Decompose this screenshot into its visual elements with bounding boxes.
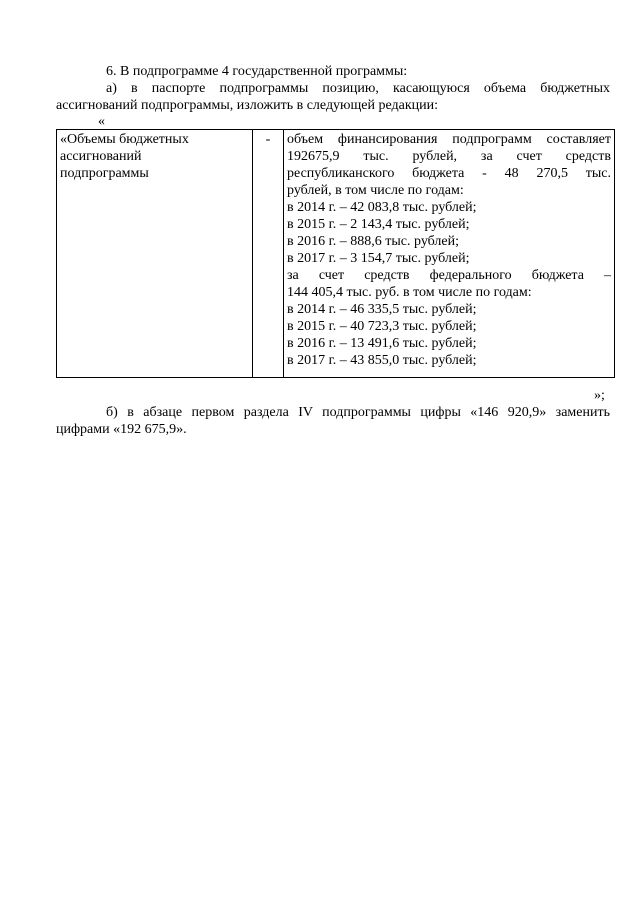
budget-allocations-table xyxy=(56,129,615,378)
content-line: объем финансирования подпрограмм составляет xyxy=(287,132,611,147)
content-cell xyxy=(284,130,615,378)
content-line: в 2016 г. – 13 491,6 тыс. рублей; xyxy=(287,336,477,351)
open-quote: « xyxy=(98,114,105,129)
dash-text: - xyxy=(265,132,271,147)
content-line: в 2015 г. – 40 723,3 тыс. рублей; xyxy=(287,319,477,334)
dash-cell xyxy=(253,130,284,378)
content-line: за счет средств федерального бюджета – xyxy=(287,268,611,283)
label-cell xyxy=(57,130,253,378)
close-quote: »; xyxy=(594,388,605,403)
content-line: в 2016 г. – 888,6 тыс. рублей; xyxy=(287,234,459,249)
item-a-line-1: а) в паспорте подпрограммы позицию, касающуюся объема бюджетных xyxy=(106,81,610,96)
paragraph-6-heading: 6. В подпрограмме 4 государственной программы: xyxy=(106,64,408,79)
label-line: подпрограммы xyxy=(60,166,149,181)
content-line: в 2014 г. – 42 083,8 тыс. рублей; xyxy=(287,200,477,215)
content-line: в 2015 г. – 2 143,4 тыс. рублей; xyxy=(287,217,470,232)
item-a-line-2: ассигнований подпрограммы, изложить в следующей редакции: xyxy=(56,98,439,113)
table-row xyxy=(57,130,615,378)
item-b-line-1: б) в абзаце первом раздела IV подпрограммы цифры «146 920,9» заменить xyxy=(106,405,610,420)
label-line: «Объемы бюджетных xyxy=(60,132,189,147)
content-line: 192675,9 тыс. рублей, за счет средств xyxy=(287,149,611,164)
item-b-line-2: цифрами «192 675,9». xyxy=(56,422,187,437)
content-line: рублей, в том числе по годам: xyxy=(287,183,464,198)
content-line: республиканского бюджета - 48 270,5 тыс. xyxy=(287,166,611,181)
content-line: в 2017 г. – 43 855,0 тыс. рублей; xyxy=(287,353,477,368)
label-line: ассигнований xyxy=(60,149,142,164)
content-line: в 2014 г. – 46 335,5 тыс. рублей; xyxy=(287,302,477,317)
content-line: 144 405,4 тыс. руб. в том числе по годам: xyxy=(287,285,532,300)
content-line: в 2017 г. – 3 154,7 тыс. рублей; xyxy=(287,251,470,266)
